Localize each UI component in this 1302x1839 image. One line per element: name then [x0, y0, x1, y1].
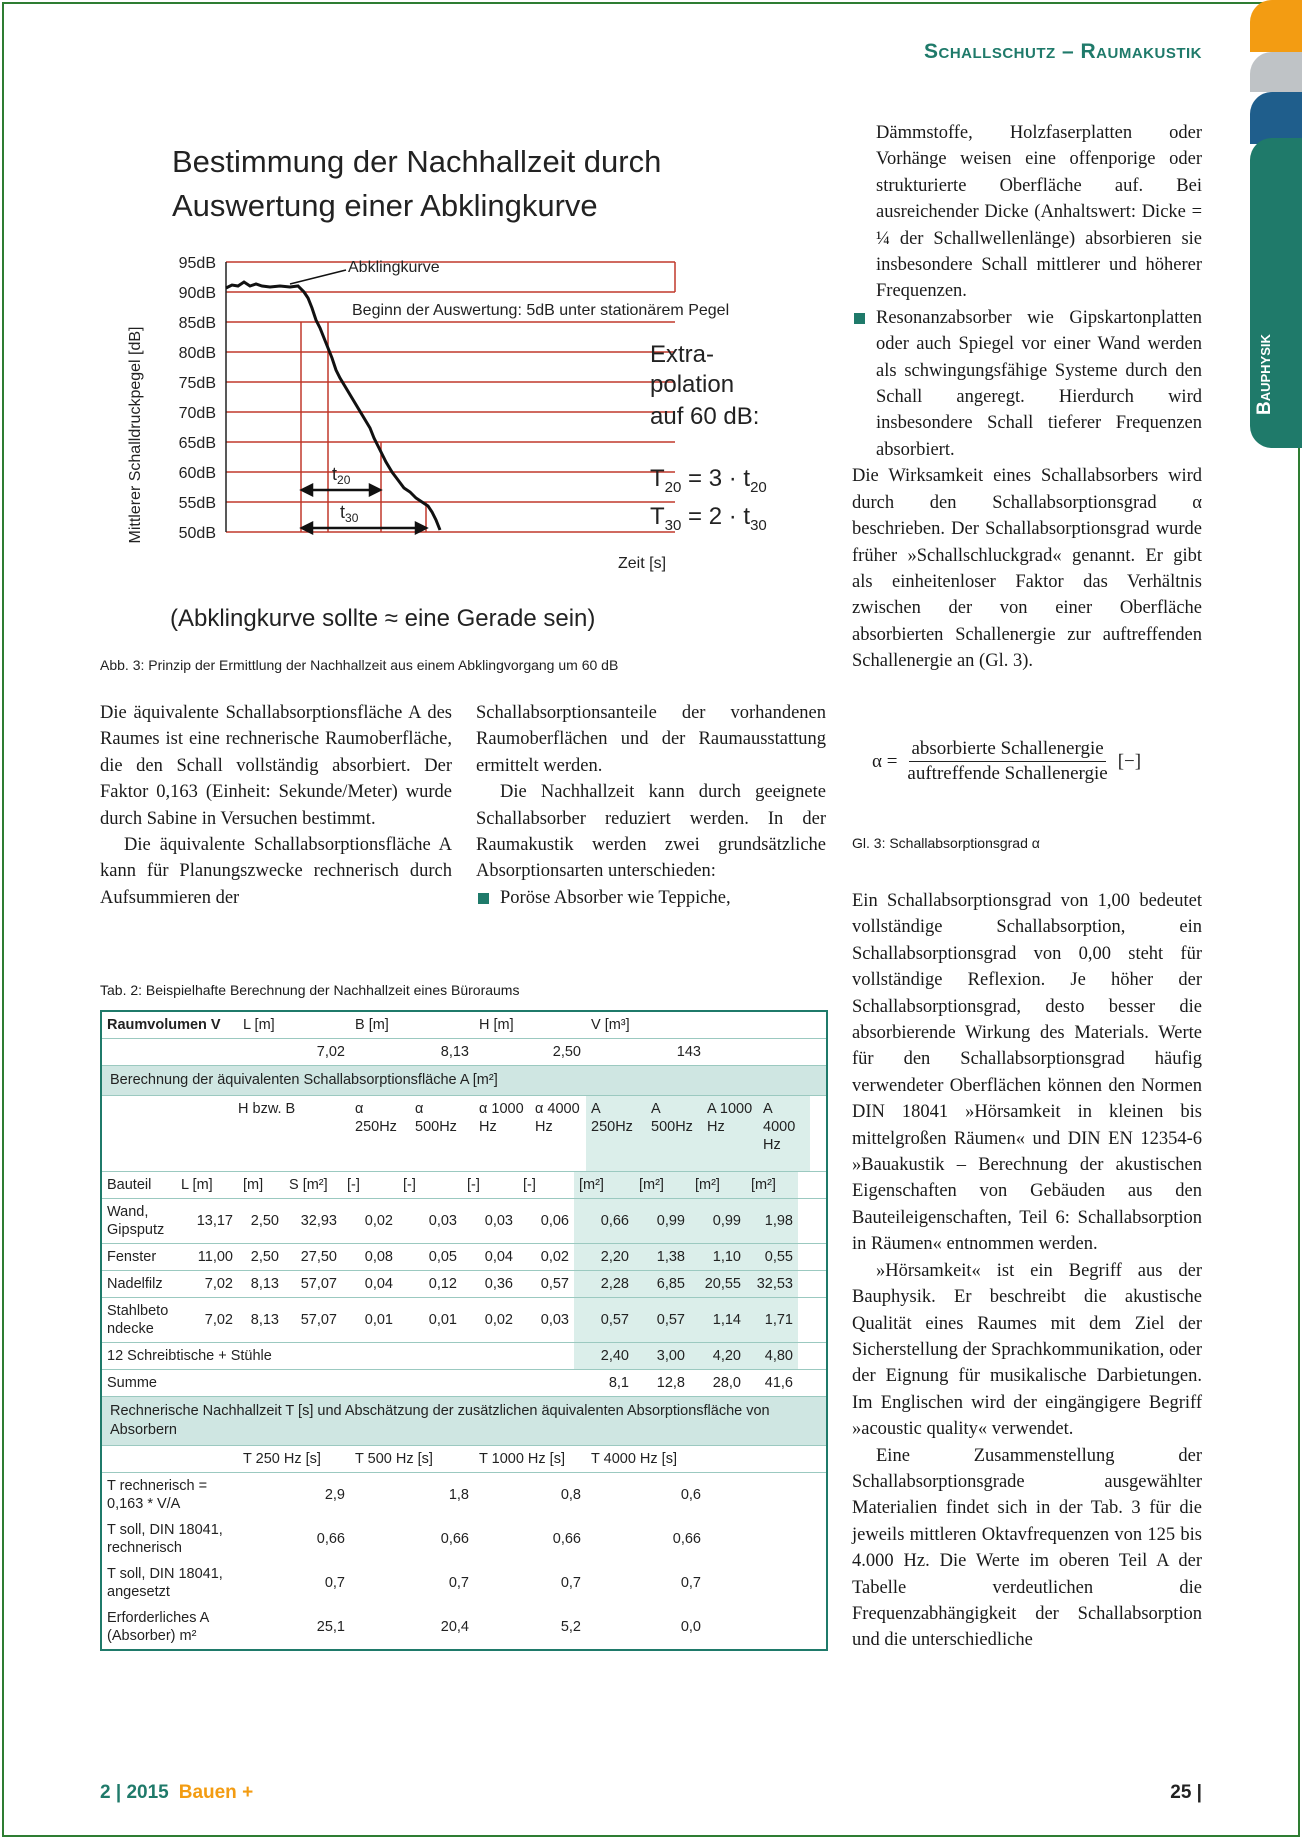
bullet-square-icon [854, 313, 865, 324]
table-row: T soll, DIN 18041, angesetzt 0,7 0,7 0,7 0,7 [107, 1566, 701, 1600]
t30-label: $t_{30}$ [340, 502, 359, 525]
paragraph: »Hörsamkeit« ist ein Begriff aus der Bauphysik. Er beschreibt die akustische Qualität eines Raumes mit dem Ziel der Sicherstellung der Sprachkommunikation, oder der Eignung für musikalische Darbietungen. Im Englischen wird der eingängigere Begriff »acoustic quality« verwendet. [852, 1260, 1202, 1440]
paragraph: Die Nachhallzeit kann durch geeignete Schallabsorber reduziert werden. In der Raumakustik werden zwei grundsätzliche Absorptionsarten unterschieden: [476, 782, 826, 882]
figure-xlabel: Zeit [s] [618, 555, 667, 572]
table-band: Rechnerische Nachhallzeit T [s] und Abschätzung der zusätzlichen äquivalenten Absorptionsfläche von Absorbern [102, 1397, 826, 1446]
equation-t30: $T_{30} = 2 \cdot t_{30}$ [650, 503, 767, 534]
figure-ylabel: Mittlerer Schalldruckpegel [dB] [127, 326, 144, 544]
table-row: Erforderliches A (Absorber) m² 25,1 20,4 5,2 0,0 [107, 1610, 701, 1644]
figure-caption: Abb. 3: Prinzip der Ermittlung der Nachhallzeit aus einem Abklingvorgang um 60 dB [100, 657, 619, 673]
table-row: T soll, DIN 18041, rechnerisch 0,66 0,66 0,66 0,66 [107, 1522, 701, 1556]
t20-label: $t_{20}$ [332, 464, 351, 487]
table-row: Bauteil L [m] [m] S [m²] [-] [-] [-] [-] [m²] [m²] [m²] [m²] [102, 1172, 826, 1199]
table-row: 7,02 8,13 2,50 143 [102, 1039, 826, 1066]
reverberation-table [100, 1010, 828, 1651]
y-tick-label: 95dB [178, 255, 216, 272]
extrapolation-line1: Extra- [650, 341, 715, 368]
bullet-item: Resonanzabsorber wie Gipskartonplatten oder auch Spiegel vor einer Wand werden als schwingungsfähige Systeme durch den Schall angeregt. Hierdurch wird insbesondere Schall tieferer Frequenzen absorbiert. [852, 305, 1202, 463]
table-row: T rechnerisch = 0,163 * V/A 2,9 1,8 0,8 0,6 [107, 1478, 701, 1512]
table-row: 12 Schreibtische + Stühle 2,40 3,00 4,20 4,80 [102, 1343, 826, 1370]
table-band: Berechnung der äquivalenten Schallabsorptionsfläche A [m²] [102, 1066, 826, 1096]
text-column-1 [100, 700, 452, 911]
y-tick-label: 50dB [178, 525, 216, 542]
equation-t20: $T_{20} = 3 \cdot t_{20}$ [650, 465, 767, 496]
y-tick-label: 65dB [178, 435, 216, 452]
y-tick-label: 70dB [178, 405, 216, 422]
y-tick-label: 75dB [178, 375, 216, 392]
table-row: T 250 Hz [s] T 500 Hz [s] T 1000 Hz [s] T 4000 Hz [s] [102, 1446, 826, 1473]
table-row: Raumvolumen V L [m] B [m] H [m] V [m³] [102, 1012, 826, 1039]
paragraph: Schallabsorptionsanteile der vorhandenen Raumoberflächen und der Raumausstattung ermittelt werden. [476, 703, 826, 776]
table-row: Fenster 11,00 2,50 27,50 0,08 0,05 0,04 0,02 2,20 1,38 1,10 0,55 [102, 1244, 826, 1271]
text-column-2 [476, 700, 826, 911]
table-row: Summe 8,1 12,8 28,0 41,6 [102, 1370, 826, 1397]
interval-arrows [302, 485, 426, 533]
y-tick-label: 80dB [178, 345, 216, 362]
bullet-square-icon [478, 893, 489, 904]
footer-issue: 2 | 2015 Bauen + [100, 1782, 254, 1803]
y-tick-label: 55dB [178, 495, 216, 512]
extrapolation-line3: auf 60 dB: [650, 403, 760, 430]
y-tick-label: 90dB [178, 285, 216, 302]
paragraph: Die Wirksamkeit eines Schallabsorbers wird durch den Schallabsorptionsgrad α beschrieben. Der Schallabsorptionsgrad wurde früher »Schallschluckgrad« genannt. Er gibt als einheitenloser Faktor das Verhältnis zwischen der von einer Oberfläche absorbierten Schallenergie zur auftreffenden Schallenergie an (Gl. 3). [852, 466, 1202, 672]
bullet-item: Poröse Absorber wie Teppiche, [476, 885, 826, 911]
curve-label: Abklingkurve [348, 259, 440, 276]
color-tab-strip [1250, 0, 1302, 144]
table-row: Nadelfilz 7,02 8,13 57,07 0,04 0,12 0,36 0,57 2,28 6,85 20,55 32,53 [102, 1271, 826, 1298]
paragraph: Eine Zusammenstellung der Schallabsorptionsgrade ausgewählter Materialien findet sich in der Tab. 3 für die jeweils mittleren Oktavfrequenzen von 125 bis 4.000 Hz. Die Werte im oberen Teil A der Tabelle verdeutlichen die Frequenzabhängigkeit der Schallabsorption und die unterschiedliche [852, 1445, 1202, 1651]
paragraph: Die äquivalente Schallabsorptionsfläche A kann für Planungszwecke rechnerisch durch Aufsummieren der [100, 835, 452, 908]
table-row: Wand, Gipsputz 13,17 2,50 32,93 0,02 0,03 0,03 0,06 0,66 0,99 0,99 1,98 [102, 1199, 826, 1244]
y-tick-label: 60dB [178, 465, 216, 482]
decay-curve [226, 282, 440, 530]
paragraph: Die äquivalente Schallabsorptionsfläche A des Raumes ist eine rechnerische Raumoberfläche, die den Schall vollständig absorbiert. Der Faktor 0,163 (Einheit: Sekunde/Meter) wurde durch Sabine in Versuchen bestimmt. [100, 703, 452, 829]
section-tab-label: Bauphysik [1254, 334, 1275, 416]
page-number: 25 | [1170, 1782, 1202, 1803]
bullet-continuation: Dämmstoffe, Holzfaserplatten oder Vorhänge weisen eine offenporige oder strukturierte Oberfläche auf. Bei ausreichender Dicke (Anhaltswert: Dicke = ¼ der Schallwellenlänge) absorbieren sie insbesondere Schall mittlerer und höherer Frequenzen. [876, 123, 1202, 302]
figure-title: Bestimmung der Nachhallzeit durch Auswertung einer Abklingkurve [172, 144, 662, 223]
formula-alpha: α = $\frac{\text{absorbierte Schallenergie}}{\text{auftreffende Schallenergie}}$ [−] [872, 738, 1142, 784]
figure-note: (Abklingkurve sollte ≈ eine Gerade sein) [170, 605, 596, 632]
decay-curve-figure [120, 240, 820, 640]
text-column-3-bottom [852, 888, 1202, 1654]
table-caption: Tab. 2: Beispielhafte Berechnung der Nachhallzeit eines Büroraums [100, 982, 520, 998]
equation-caption: Gl. 3: Schallabsorptionsgrad α [852, 835, 1040, 851]
running-title: Schallschutz – Raumakustik [924, 40, 1202, 63]
table-row: H bzw. B α 250Hz α 500Hz α 1000 Hz α 4000 Hz A 250Hz A 500Hz A 1000 Hz A 4000 Hz [102, 1096, 826, 1172]
text-column-3-top [852, 120, 1202, 675]
brand-logo: Bauen + [178, 1782, 254, 1803]
start-label: Beginn der Auswertung: 5dB unter stationärem Pegel [352, 302, 730, 319]
table-row: Stahlbetondecke 7,02 8,13 57,07 0,01 0,01 0,02 0,03 0,57 0,57 1,14 1,71 [102, 1298, 826, 1343]
paragraph: Ein Schallabsorptionsgrad von 1,00 bedeutet vollständige Schallabsorption, ein Schallabsorptionsgrad von 0,00 steht für vollständige Reflexion. Je höher der Schallabsorptionsgrad, desto besser die absorbierende Wirkung des Materials. Werte für den Schallabsorptionsgrad häufig verwendeter Oberflächen können den Normen DIN 18041 »Hörsamkeit in kleinen bis mittelgroßen Räumen« und DIN EN 12354-6 »Bauakustik – Berechnung der akustischen Eigenschaften von Gebäuden aus den Bauteileigenschaften, Teil 6: Schallabsorption in Räumen« entnommen werden. [852, 891, 1202, 1255]
y-tick-label: 85dB [178, 315, 216, 332]
extrapolation-line2: polation [650, 371, 735, 398]
y-tick-labels [179, 255, 216, 542]
